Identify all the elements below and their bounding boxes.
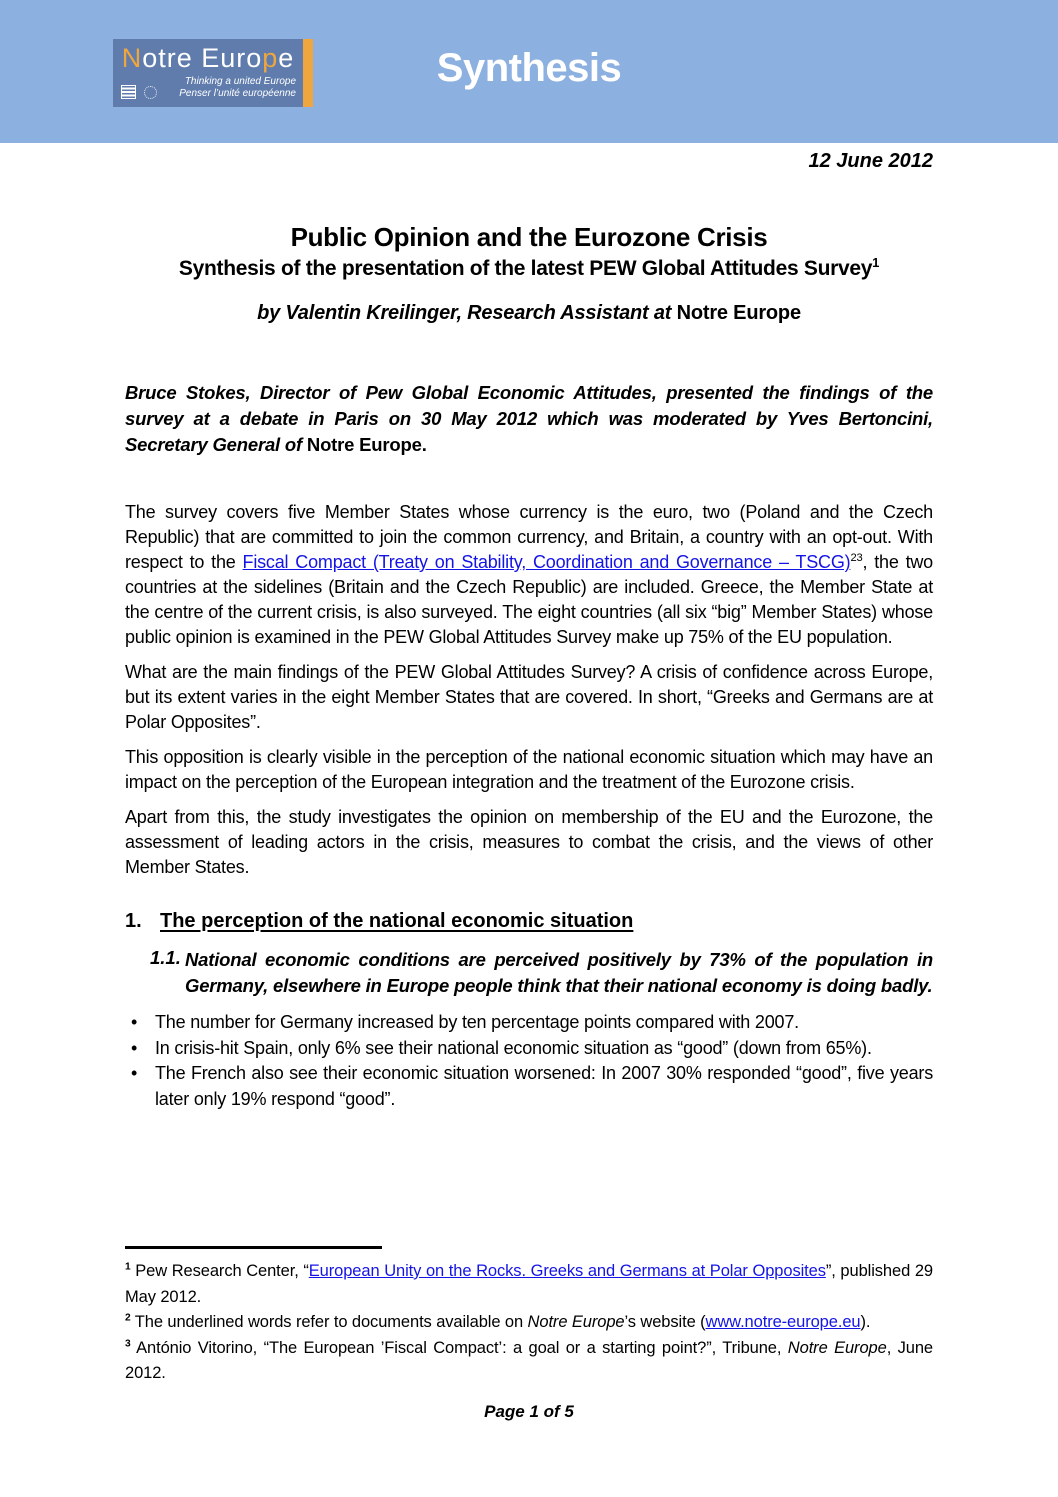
text-segment: 3 <box>125 1338 131 1349</box>
bullet-icon: • <box>131 1037 138 1058</box>
text-segment: Notre Europe. <box>306 434 427 455</box>
section-1-number: 1. <box>125 910 142 932</box>
text-segment: , June 2012. <box>125 1338 933 1382</box>
paragraph-main-findings <box>125 660 933 735</box>
section-1-1-title: National economic conditions are perceived positively by 73% of the population in Germany, elsewhere in Europe people think that their national economy is doing badly. <box>185 949 933 996</box>
paragraph-survey-coverage <box>125 500 933 650</box>
lead-paragraph <box>125 380 933 458</box>
text-segment: António Vitorino, “The European ’Fiscal Compact’: a goal or a starting point?”, Tribune, <box>130 1338 788 1357</box>
footnote-2 <box>125 1310 933 1336</box>
text-segment: Notre Europe <box>787 1338 887 1357</box>
text-segment: ”, published 29 May 2012. <box>125 1262 933 1306</box>
list-item <box>125 1036 933 1062</box>
text-link[interactable]: European Unity on the Rocks. Greeks and Germans at Polar Opposites <box>308 1262 826 1280</box>
document-date: 12 June 2012 <box>808 150 933 172</box>
document-byline <box>125 302 933 325</box>
bullet-germany: The number for Germany increased by ten percentage points compared with 2007. <box>155 1012 799 1032</box>
bullet-spain: In crisis-hit Spain, only 6% see their national economic situation as “good” (down from 65%). <box>155 1037 872 1058</box>
document-body <box>125 380 933 1112</box>
section-1-heading <box>125 910 933 933</box>
text-segment: This opposition is clearly visible in the perception of the national economic situation which may have an impact on the perception of the European integration and the treatment of the Eurozone crisis. <box>125 747 933 792</box>
footnote-1 <box>125 1259 933 1310</box>
text-segment: Pew Research Center, “ <box>130 1262 309 1280</box>
text-segment: The survey covers five Member States whose currency is the euro, two (Poland and the Czech Republic) that are committed to join the common currency, and Britain, a country with an opt-out. With respect to the <box>125 502 933 572</box>
text-segment: e <box>278 43 295 73</box>
text-link[interactable]: Fiscal Compact (Treaty on Stability, Coordination and Governance – TSCG) <box>242 552 851 572</box>
text-segment: 1 <box>125 1261 131 1273</box>
text-segment: Synthesis of the presentation of the latest PEW Global Attitudes Survey <box>178 257 873 280</box>
footnote-3 <box>125 1336 933 1387</box>
text-link[interactable]: www.notre-europe.eu <box>705 1313 861 1331</box>
text-segment: otre Euro <box>142 43 263 73</box>
text-segment: Apart from this, the study investigates the opinion on membership of the EU and the Eurozone, the assessment of leading actors in the crisis, measures to combat the crisis, and the views of other Member States. <box>125 807 933 877</box>
text-segment: by Valentin Kreilinger, Research Assistant at <box>257 302 677 324</box>
paragraph-study-scope <box>125 805 933 880</box>
text-segment: ’s website ( <box>624 1313 706 1331</box>
bullet-icon: • <box>131 1012 138 1032</box>
title-block <box>125 222 933 325</box>
header-band <box>0 0 1058 143</box>
section-1-1-heading <box>125 947 933 999</box>
text-segment: p <box>262 43 279 73</box>
text-segment: ). <box>860 1313 871 1331</box>
footnotes-section <box>125 1246 933 1387</box>
text-segment: Notre Europe <box>527 1313 625 1331</box>
text-segment: 1 <box>872 255 880 270</box>
footnote-separator <box>125 1246 382 1249</box>
page-number: Page 1 of 5 <box>484 1402 574 1421</box>
section-1-title: The perception of the national economic situation <box>160 910 634 932</box>
section-1-1-number: 1.1. <box>150 947 181 968</box>
text-segment: What are the main findings of the PEW Global Attitudes Survey? A crisis of confidence across Europe, but its extent varies in the eight Member States that are covered. In short, “Greeks and Germans are at Polar Opposites”. <box>125 662 933 732</box>
text-segment: , the two countries at the sidelines (Britain and the Czech Republic) are included. Greece, the Member State at the centre of the current crisis, is also surveyed. The eight countries (all six “big” Member States) whose public opinion is examined in the PEW Global Attitudes Survey make up 75% of the EU population. <box>125 552 933 647</box>
text-segment: 2 <box>125 1312 131 1324</box>
bullet-france: The French also see their economic situation worsened: In 2007 30% responded “good”, five years later only 19% respond “good”. <box>155 1063 933 1109</box>
list-item <box>125 1010 933 1036</box>
logo-tagline-en: Thinking a united Europe <box>184 76 296 87</box>
text-segment: Bruce Stokes, Director of Pew Global Economic Attitudes, presented the findings of the survey at a debate in Paris on 30 May 2012 which was moderated by Yves Bertoncini, Secretary General of <box>125 382 933 455</box>
text-segment: 23 <box>850 552 863 564</box>
bullet-icon: • <box>131 1063 138 1083</box>
list-item <box>125 1061 933 1112</box>
findings-bullet-list <box>125 1010 933 1112</box>
text-segment: The underlined words refer to documents available on <box>130 1313 528 1331</box>
document-title: Public Opinion and the Eurozone Crisis <box>290 222 768 252</box>
logo-tagline-fr: Penser l’unité européenne <box>179 88 296 99</box>
document-subtitle <box>125 257 933 281</box>
text-segment: Notre Europe <box>676 302 801 324</box>
paragraph-opposition <box>125 745 933 795</box>
text-segment: N <box>121 43 143 73</box>
document-series-title: Synthesis <box>436 46 622 90</box>
